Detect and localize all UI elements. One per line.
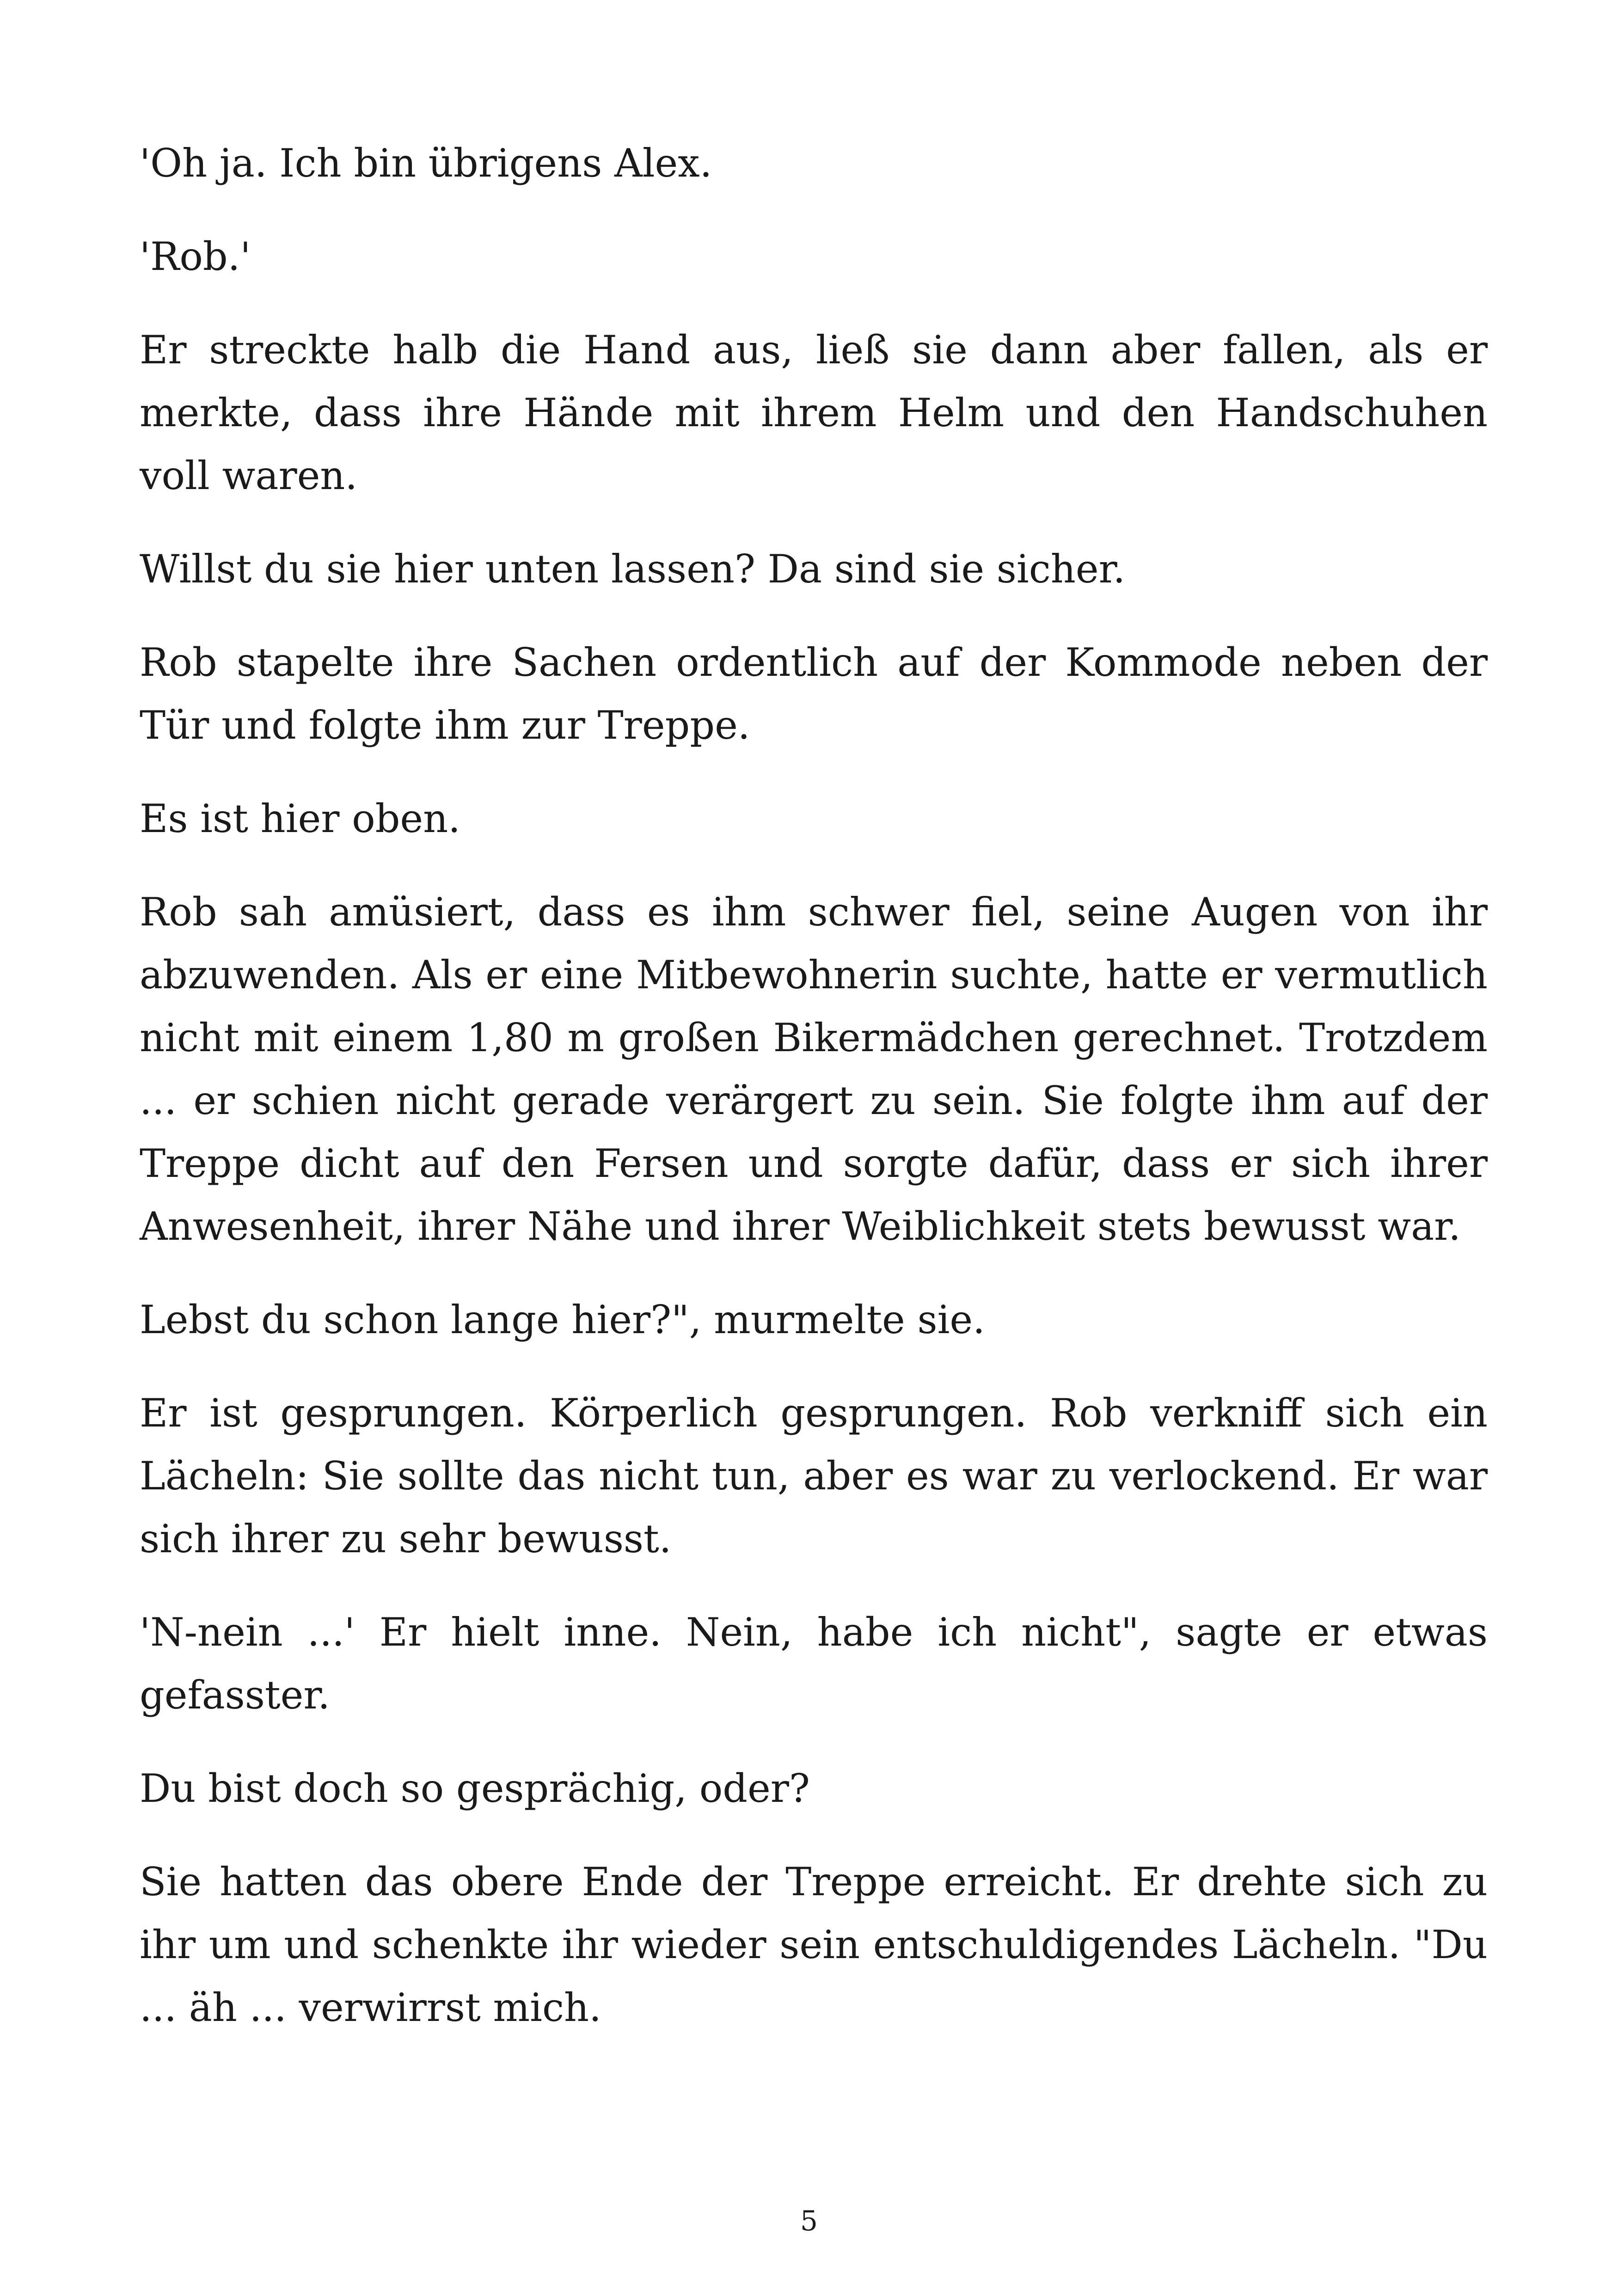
body-text xyxy=(140,132,1488,2069)
paragraph-12: Sie hatten das obere Ende der Treppe erreicht. Er drehte sich zu ihr um und schenkte ihr wieder sein entschuldigendes Lächeln. "Du ... äh ... verwirrst mich. xyxy=(140,1859,1488,2030)
paragraph-6: Es ist hier oben. xyxy=(140,796,460,841)
paragraph-2: 'Rob.' xyxy=(140,234,251,279)
paragraph-10: 'N-nein ...' Er hielt inne. Nein, habe ich nicht", sagte er etwas gefasster. xyxy=(140,1610,1488,1718)
paragraph-8: Lebst du schon lange hier?", murmelte sie. xyxy=(140,1297,985,1342)
paragraph-3: Er streckte halb die Hand aus, ließ sie dann aber fallen, als er merkte, dass ihre Hände mit ihrem Helm und den Handschuhen voll waren. xyxy=(140,327,1488,498)
paragraph-11: Du bist doch so gesprächig, oder? xyxy=(140,1766,810,1811)
paragraph-4: Willst du sie hier unten lassen? Da sind sie sicher. xyxy=(140,546,1126,592)
paragraph-9: Er ist gesprungen. Körperlich gesprungen. Rob verkniff sich ein Lächeln: Sie sollte das nicht tun, aber es war zu verlockend. Er war sich ihrer zu sehr bewusst. xyxy=(140,1390,1488,1561)
paragraph-7: Rob sah amüsiert, dass es ihm schwer fiel, seine Augen von ihr abzuwenden. Als er eine Mitbewohnerin suchte, hatte er vermutlich nicht mit einem 1,80 m großen Bikermädchen gerechnet. Trotzdem ... er schien nicht gerade verärgert zu sein. Sie folgte ihm auf der Treppe dicht auf den Fersen und sorgte dafür, dass er sich ihrer Anwesenheit, ihrer Nähe und ihrer Weiblichkeit stets bewusst war. xyxy=(140,889,1488,1249)
paragraph-1: 'Oh ja. Ich bin übrigens Alex. xyxy=(140,141,712,186)
paragraph-5: Rob stapelte ihre Sachen ordentlich auf der Kommode neben der Tür und folgte ihm zur Treppe. xyxy=(140,640,1488,748)
page-number: 5 xyxy=(800,2205,818,2237)
